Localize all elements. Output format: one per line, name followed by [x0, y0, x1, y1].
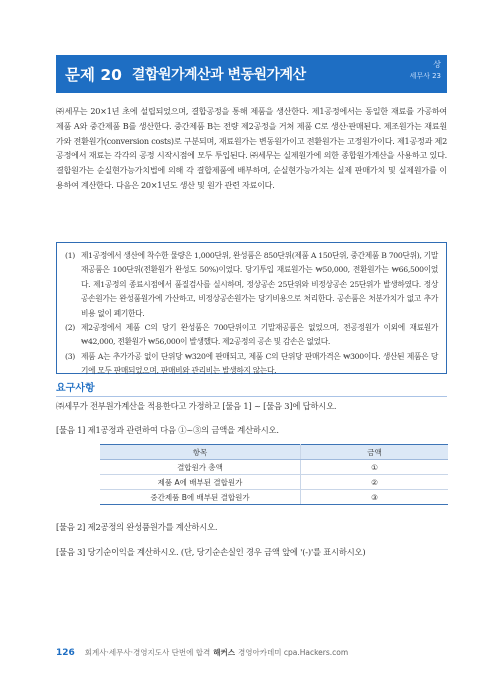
condition-marker: (2) — [65, 323, 75, 333]
table-header-amount: 금액 — [301, 445, 449, 460]
table-cell-amount: ③ — [301, 490, 449, 505]
answer-table — [100, 444, 448, 505]
conditions-box — [56, 242, 447, 374]
table-cell-amount: ① — [301, 460, 449, 475]
condition-marker: (1) — [65, 251, 75, 260]
question-2: [물음 2] 제2공정의 완성품원가를 계산하시오. — [56, 522, 218, 532]
condition-text: 제1공정에서 생산에 착수한 물량은 1,000단위, 완성품은 850단위(제품 A 150단위, 중간제품 B 700단위), 기말재공품은 100단위(전환원가 완성도 50%)이었다. 당기투입 재료원가는 ₩50,000, 전환원가는 ₩66,500이었다. 제1공정의 종료시점에서 품질검사를 실시하며, 정상공손 25단위와 비정상공손 25단위가 발생하였다. 정상공손원가는 완성품원가에 가산하고, 비정상공손원가는 당기비용으로 처리한다. 공손품은 처분가치가 없고 추가비용 없이 폐기한다. — [81, 251, 438, 318]
requirements-heading: 요구사항 — [56, 383, 95, 394]
difficulty-level: 상 — [433, 60, 441, 69]
condition-item — [65, 350, 438, 379]
table-cell-item: 결합원가 총액 — [100, 460, 301, 475]
problem-title: 결합원가계산과 변동원가계산 — [131, 67, 306, 83]
problem-meta — [410, 59, 441, 81]
table-header-item: 항목 — [100, 445, 301, 460]
footer-brand: 해커스 — [213, 648, 236, 657]
condition-text: 제2공정에서 제품 C의 당기 완성품은 700단위이고 기말재공품은 없었으며, 전공정원가 이외에 재료원가 ₩42,000, 전환원가 ₩56,000이 발생했다. 제2공정의 공손 및 감손은 없었다. — [81, 323, 438, 347]
question-1: [물음 1] 제1공정과 관련하여 다음 ①~③의 금액을 계산하시오. — [56, 425, 279, 435]
page-number: 126 — [56, 647, 75, 658]
table-cell-item: 제품 A에 배부된 결합원가 — [100, 475, 301, 490]
condition-text: 제품 A는 추가가공 없이 단위당 ₩320에 판매되고, 제품 C의 단위당 판매가격은 ₩300이다. 생산된 제품은 당기에 모두 판매되었으며, 판매비와 관리비는 발생하지 않는다. — [81, 351, 438, 376]
footer-site: 경영아카데미 cpa.Hackers.com — [238, 648, 349, 657]
table-row — [100, 460, 448, 475]
table-header-row — [100, 445, 448, 460]
problem-source: 세무사 23 — [409, 72, 441, 80]
table-cell-item: 중간제품 B에 배부된 결합원가 — [100, 490, 301, 505]
condition-item — [65, 321, 438, 350]
problem-intro: ㈜세무는 20×1년 초에 설립되었으며, 결합공정을 통해 제품을 생산한다. 제1공정에서는 동일한 재료를 가공하여 제품 A와 중간제품 B를 생산한다. 중간제품 B는 전량 제2공정을 거쳐 제품 C로 생산·판매된다. 제조원가는 재료원가와 전환원가(conversion costs)로 구분되며, 재료원가는 변동원가이고 전환원가는 고정원가이다. 제1공정과 제2공정에서 재료는 각각의 공정 시작시점에 모두 투입된다. ㈜세무는 실제원가에 의한 종합원가계산을 사용하고 있다. 결합원가는 순실현가능가치법에 의해 각 결합제품에 배부하며, 순실현가능가치는 실제 판매가치 및 실제원가를 이용하여 계산한다. 다음은 20×1년도 생산 및 원가 관련 자료이다. — [56, 106, 447, 190]
table-row — [100, 475, 448, 490]
page-footer — [56, 647, 348, 658]
question-3: [물음 3] 당기순이익을 계산하시오. (단, 당기순손실인 경우 금액 앞에 '(-)'를 표시하시오) — [56, 547, 366, 557]
condition-marker: (3) — [65, 351, 75, 361]
table-row — [100, 490, 448, 505]
requirements-assumption: ㈜세무가 전부원가계산을 적용한다고 가정하고 [물음 1] ~ [물음 3]에 답하시오. — [56, 401, 337, 411]
problem-header — [56, 55, 447, 93]
requirements-divider — [56, 396, 447, 397]
footer-tagline: 회계사·세무사·경영지도사 단번에 합격 — [84, 648, 211, 657]
problem-number: 문제 20 — [65, 66, 122, 84]
condition-item — [65, 249, 438, 321]
table-cell-amount: ② — [301, 475, 449, 490]
